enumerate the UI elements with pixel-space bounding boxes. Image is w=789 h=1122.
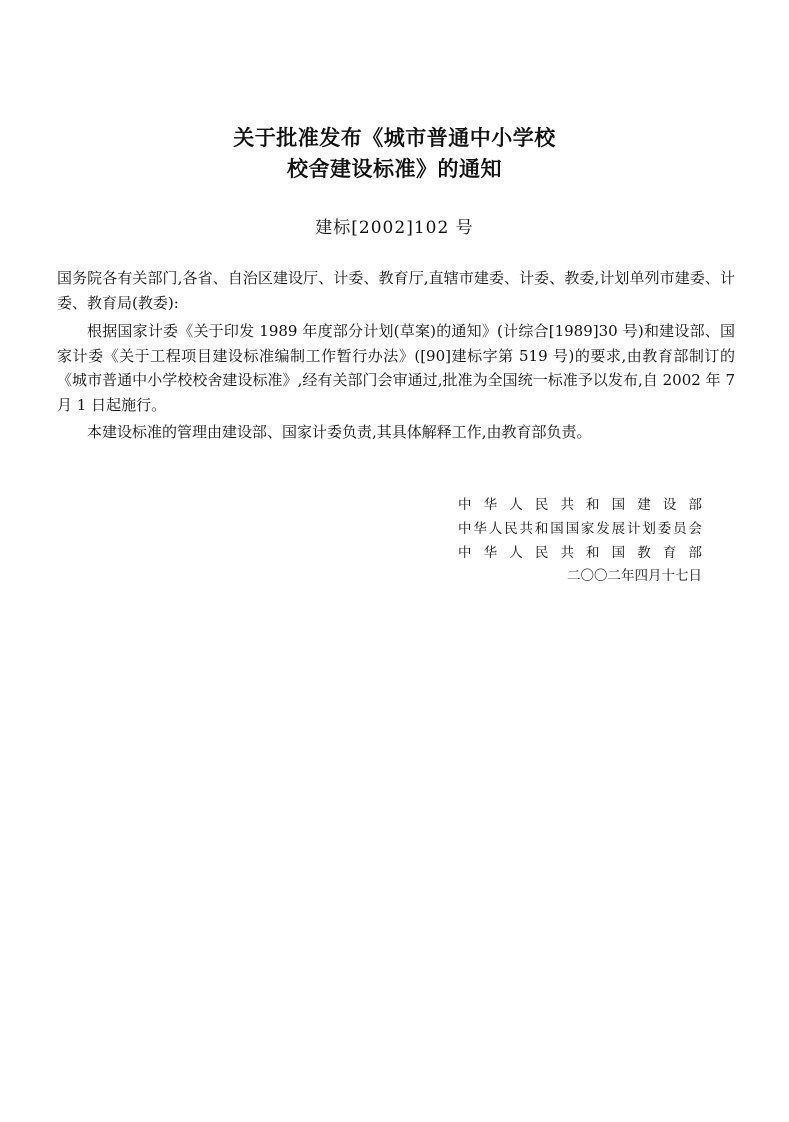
issuer-state-planning-commission: 中华人民共和国国家发展计划委员会 [458, 521, 702, 537]
document-title-line2: 校舍建设标准》的通知 [287, 157, 502, 181]
document-title-line1: 关于批准发布《城市普通中小学校 [233, 126, 556, 150]
issuer-ministry-of-education: 中华人民共和国教育部 [458, 545, 702, 561]
document-number: 建标[2002]102 号 [315, 218, 474, 238]
body-paragraph-2: 本建设标准的管理由建设部、国家计委负责,其具体解释工作,由教育部负责。 [87, 423, 592, 441]
issuer-ministry-of-construction: 中华人民共和国建设部 [458, 497, 702, 513]
salutation: 国务院各有关部门,各省、自治区建设厅、计委、教育厅,直辖市建委、计委、教委,计划单列市建委、计委、教育局(教委): [57, 269, 735, 312]
issue-date: 二〇〇二年四月十七日 [567, 568, 702, 584]
body-paragraph-1: 根据国家计委《关于印发 1989 年度部分计划(草案)的通知》(计综合[1989]30 号)和建设部、国家计委《关于工程项目建设标准编制工作暂行办法》([90]建标字第 519 号)的要求,由教育部制订的《城市普通中小学校校舍建设标准》,经有关部门会审通过,批准为全国统一标准予以发布,自 2002 年 7 月 1 日起施行。 [57, 322, 735, 414]
